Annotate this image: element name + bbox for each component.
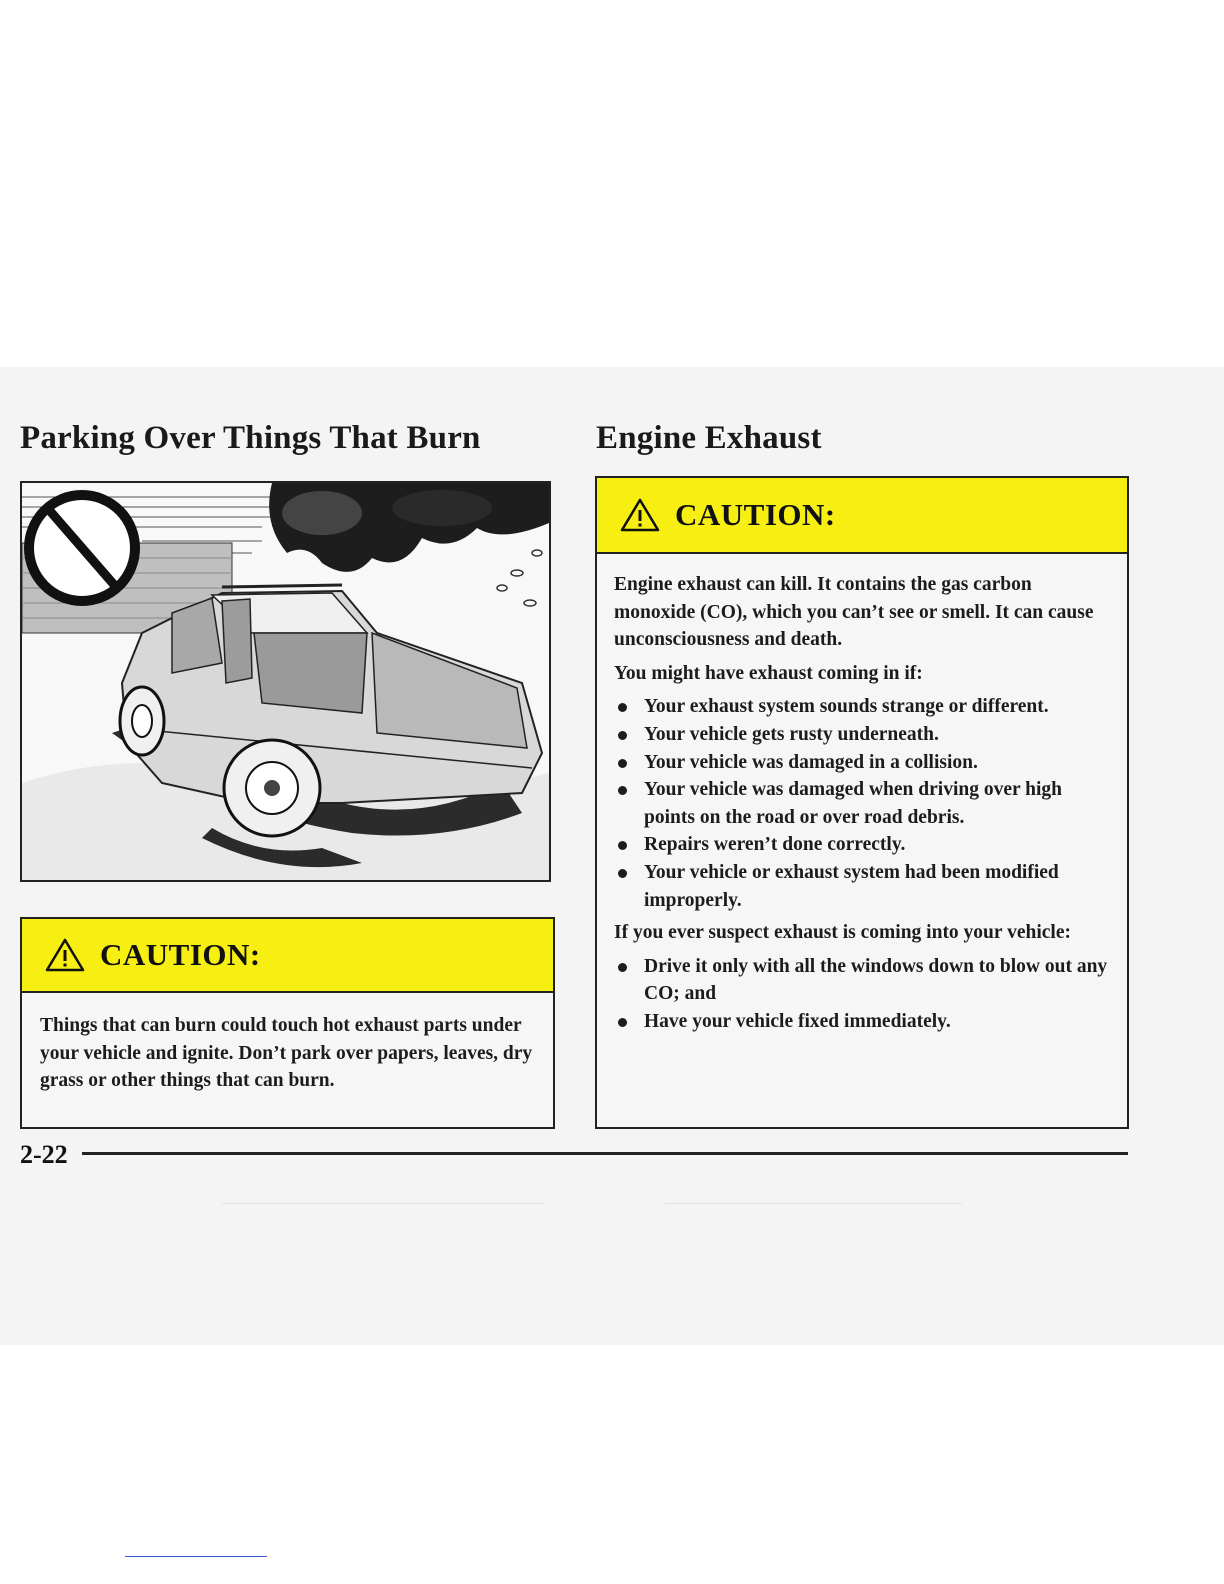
list-item: Have your vehicle fixed immediately. (614, 1008, 1111, 1036)
section-heading-parking: Parking Over Things That Burn (20, 420, 481, 456)
caution-label: CAUTION: (100, 937, 261, 972)
section-heading-engine-exhaust: Engine Exhaust (596, 420, 822, 456)
list-item: Your vehicle or exhaust system had been modified improperly. (614, 859, 1111, 914)
caution-suspect: If you ever suspect exhaust is coming into your vehicle: (614, 922, 1071, 944)
list-item: Your exhaust system sounds strange or different. (614, 693, 1111, 721)
faint-divider (665, 1203, 962, 1204)
warning-triangle-icon (44, 937, 86, 973)
condition-list (614, 693, 1111, 914)
footer-rule (82, 1152, 1128, 1155)
faint-divider (222, 1203, 544, 1204)
caution-lead-in: You might have exhaust coming in if: (614, 662, 923, 684)
caution-text: Things that can burn could touch hot exhaust parts under your vehicle and ignite. Don’t park over papers, leaves, dry grass or other things that can burn. (40, 1015, 533, 1092)
caution-header (22, 919, 553, 993)
parking-illustration (20, 481, 551, 882)
list-item: Your vehicle gets rusty underneath. (614, 721, 1111, 749)
caution-label: CAUTION: (675, 497, 836, 532)
caution-content (597, 554, 1127, 1036)
list-item: Drive it only with all the windows down to blow out any CO; and (614, 953, 1111, 1008)
list-item: Repairs weren’t done correctly. (614, 831, 1111, 859)
link-underline (125, 1556, 267, 1557)
caution-box-engine-exhaust (595, 476, 1129, 1129)
suv-over-leaves-image (22, 483, 549, 880)
caution-box-parking (20, 917, 555, 1129)
list-item: Your vehicle was damaged when driving over high points on the road or over road debris. (614, 776, 1111, 831)
action-list (614, 953, 1111, 1036)
caution-intro: Engine exhaust can kill. It contains the gas carbon monoxide (CO), which you can’t see or smell. It can cause unconsciousness and death. (614, 574, 1094, 651)
list-item: Your vehicle was damaged in a collision. (614, 749, 1111, 777)
page-number: 2-22 (20, 1140, 68, 1169)
no-parking-prohibition-icon (29, 495, 135, 601)
caution-header (597, 478, 1127, 554)
warning-triangle-icon (619, 497, 661, 533)
